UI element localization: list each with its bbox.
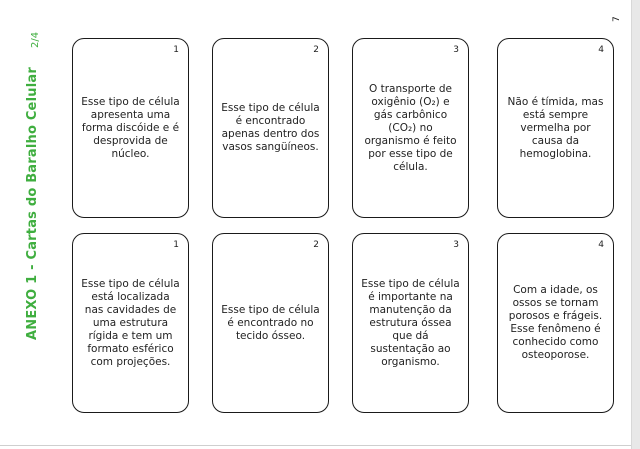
page-fraction: 2/4: [30, 31, 41, 48]
card-number: 4: [598, 240, 604, 250]
card-text: Esse tipo de célula é encontrado no tecido ósseo.: [221, 303, 320, 342]
card-number: 3: [453, 45, 459, 55]
card: [497, 38, 614, 218]
card: [352, 38, 469, 218]
annex-title: ANEXO 1 - Cartas do Baralho Celular: [25, 67, 40, 340]
card-text: Esse tipo de célula é encontrado apenas dentro dos vasos sangüíneos.: [221, 102, 320, 153]
page-number: 7: [612, 16, 622, 22]
card-number: 2: [313, 45, 319, 55]
scrollbar[interactable]: [631, 0, 640, 449]
card-text: Esse tipo de célula apresenta uma forma discóide e é desprovida de núcleo.: [81, 95, 180, 160]
card-number: 1: [173, 45, 179, 55]
card: [497, 233, 614, 413]
card-text: Não é tímida, mas está sempre vermelha por causa da hemoglobina.: [507, 95, 604, 160]
page-bottom-edge: [0, 445, 632, 446]
card-number: 4: [598, 45, 604, 55]
card-number: 1: [173, 240, 179, 250]
card: [72, 38, 189, 218]
card-text: Esse tipo de célula está localizada nas cavidades de uma estrutura rígida e tem um formato esférico com projeções.: [81, 277, 180, 368]
card-text: Esse tipo de célula é importante na manutenção da estrutura óssea que dá sustentação ao organismo.: [361, 277, 460, 368]
card-number: 2: [313, 240, 319, 250]
card-number: 3: [453, 240, 459, 250]
card-text: Com a idade, os ossos se tornam porosos e frágeis. Esse fenômeno é conhecido como osteoporose.: [508, 284, 603, 361]
card: [212, 38, 329, 218]
card: [72, 233, 189, 413]
card-text: O transporte de oxigênio (O₂) e gás carbônico (CO₂) no organismo é feito por esse tipo de célula.: [364, 82, 457, 173]
card: [212, 233, 329, 413]
card: [352, 233, 469, 413]
